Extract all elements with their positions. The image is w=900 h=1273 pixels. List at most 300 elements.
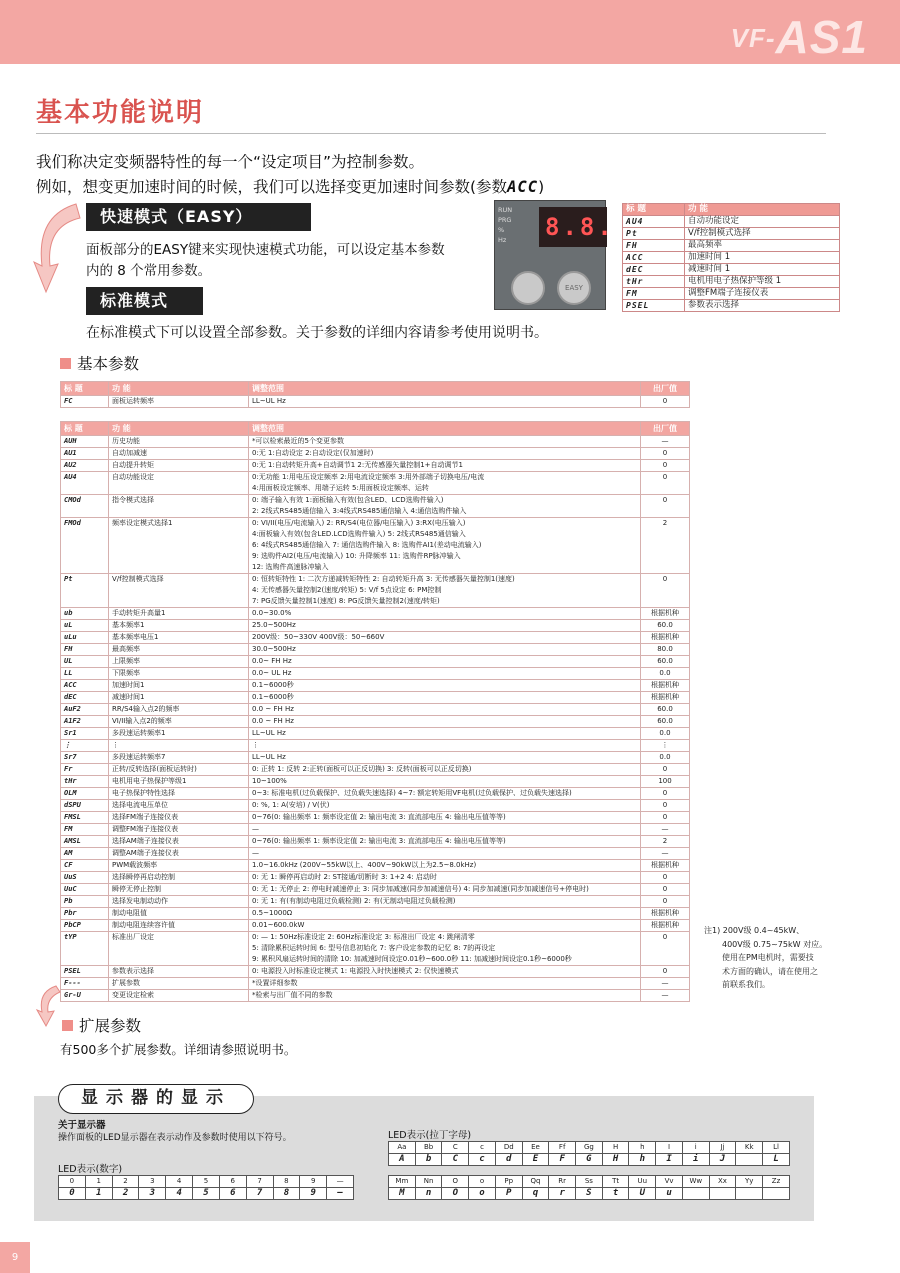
param-function: PWM载波频率 [109, 860, 249, 872]
param-function: 电机用电子热保护等级1 [109, 776, 249, 788]
title-rule [36, 133, 826, 134]
param-range [249, 776, 641, 788]
table-row [61, 884, 690, 896]
table-row [623, 252, 840, 264]
led-char-label: Ee [522, 1142, 549, 1154]
table-row [61, 495, 690, 518]
param-function: 电子热保护特性选择 [109, 788, 249, 800]
led-alpha-table-2 [388, 1175, 790, 1200]
param-range [249, 990, 641, 1002]
param-code: FM [623, 288, 685, 300]
led-char-glyph: o [469, 1188, 496, 1200]
range-line: 0.1~6000秒 [252, 693, 294, 701]
param-default: 80.0 [641, 644, 690, 656]
product-logo: VF-AS1 [730, 11, 868, 63]
param-function: 上限频率 [109, 656, 249, 668]
table-row [61, 518, 690, 574]
param-function: 自动加减速 [109, 448, 249, 460]
range-line: 0.0~30.0% [252, 609, 292, 617]
param-code: Pt [623, 228, 685, 240]
intro-text [36, 150, 544, 200]
range-line: LL~UL Hz [252, 729, 286, 737]
param-range [249, 518, 641, 574]
param-code: PSEL [61, 966, 109, 978]
param-code: ACC [623, 252, 685, 264]
led-char-label: Rr [549, 1176, 576, 1188]
param-default: 0 [641, 764, 690, 776]
param-range [249, 788, 641, 800]
param-code: tHr [61, 776, 109, 788]
led-number-table [58, 1175, 354, 1200]
param-range [249, 752, 641, 764]
param-default: — [641, 436, 690, 448]
range-line: 0:无 1:自动设定 2:自动设定(仅加速时) [252, 449, 374, 457]
param-default: 根据机种 [641, 908, 690, 920]
led-char-label: Xx [709, 1176, 736, 1188]
param-function: 减速时间 1 [685, 264, 840, 276]
range-line: *检索与出厂值不同的参数 [252, 991, 333, 999]
param-function: 选择AM端子连接仪表 [109, 836, 249, 848]
param-range [249, 884, 641, 896]
range-line: 4: 无传感器矢量控制2(速度/转矩) 5: V/f 5点设定 6: PM控制 [252, 586, 442, 594]
led-char-label: Gg [576, 1142, 603, 1154]
led-number-title: LED表示(数字) [58, 1164, 123, 1175]
standard-mode-label: 标准模式 [86, 287, 203, 315]
param-default: 100 [641, 776, 690, 788]
led-char-glyph: i [682, 1154, 709, 1166]
table-row [61, 472, 690, 495]
led-char-glyph: c [469, 1154, 496, 1166]
param-range [249, 978, 641, 990]
table-row [61, 978, 690, 990]
param-code: FMSL [61, 812, 109, 824]
range-line: 5: 清除累积运转时间 6: 型号信息初始化 7: 客户设定参数的记忆 8: 7的再设定 [252, 944, 496, 952]
param-range [249, 824, 641, 836]
table-row [61, 704, 690, 716]
led-char-label: o [469, 1176, 496, 1188]
param-code: Fr [61, 764, 109, 776]
table-row [623, 300, 840, 312]
led-char-glyph: O [442, 1188, 469, 1200]
param-range [249, 812, 641, 824]
param-range [249, 656, 641, 668]
led-char-label: 2 [112, 1176, 139, 1188]
table-row [61, 990, 690, 1002]
param-code: AU4 [61, 472, 109, 495]
param-code: F--- [61, 978, 109, 990]
led-char-label: 8 [273, 1176, 300, 1188]
led-char-label: Ll [763, 1142, 790, 1154]
easy-key: EASY [557, 271, 591, 305]
param-default: 根据机种 [641, 692, 690, 704]
param-range [249, 800, 641, 812]
param-function: 最高频率 [685, 240, 840, 252]
led-char-label: Uu [629, 1176, 656, 1188]
range-line: 9: 选购件AI2(电压/电流输入) 10: 升降频率 11: 选购件RP脉冲输入 [252, 552, 461, 560]
led-char-glyph: t [602, 1188, 629, 1200]
param-range [249, 728, 641, 740]
led-char-glyph: 2 [112, 1188, 139, 1200]
param-code: dSPU [61, 800, 109, 812]
page-title: 基本功能说明 [36, 98, 205, 128]
led-char-glyph: C [442, 1154, 469, 1166]
led-char-label: Yy [736, 1176, 763, 1188]
table-row [623, 216, 840, 228]
led-char-glyph: n [415, 1188, 442, 1200]
range-line: 0: 恒转矩特性 1: 二次方递减转矩特性 2: 自动转矩升高 3: 无传感器矢量控制1(速度) [252, 575, 515, 583]
led-char-glyph: r [549, 1188, 576, 1200]
table-row [61, 692, 690, 704]
standard-mode-desc: 在标准模式下可以设置全部参数。关于参数的详细内容请参考使用说明书。 [86, 325, 548, 341]
range-line: 0.01~600.0kW [252, 921, 305, 929]
param-function: 选择发电制动动作 [109, 896, 249, 908]
table-row [623, 240, 840, 252]
param-default: 0.0 [641, 668, 690, 680]
led-char-label: Mm [389, 1176, 416, 1188]
led-char-label: Tt [602, 1176, 629, 1188]
param-default: 0 [641, 448, 690, 460]
table-row [61, 620, 690, 632]
table-row [61, 896, 690, 908]
led-char-label: C [442, 1142, 469, 1154]
param-function: RR/S4输入点2的频率 [109, 704, 249, 716]
param-range [249, 932, 641, 966]
param-default: — [641, 824, 690, 836]
param-code: dEC [61, 692, 109, 704]
param-function: 下限频率 [109, 668, 249, 680]
param-range [249, 860, 641, 872]
param-default: 0 [641, 788, 690, 800]
param-range [249, 644, 641, 656]
param-default: 0 [641, 932, 690, 966]
led-char-glyph: J [709, 1154, 736, 1166]
acc-code: ACC [507, 178, 539, 196]
range-line: 7: PG反馈矢量控制1(速度) 8: PG反馈矢量控制2(速度/转矩) [252, 597, 440, 605]
range-line: 0.0 ~ FH Hz [252, 717, 294, 725]
led-char-glyph: 1 [85, 1188, 112, 1200]
param-default: 0 [641, 472, 690, 495]
led-char-glyph: S [576, 1188, 603, 1200]
led-char-label: I [656, 1142, 683, 1154]
led-char-glyph [682, 1188, 709, 1200]
led-char-glyph: I [656, 1154, 683, 1166]
table-row [61, 860, 690, 872]
param-code: tHr [623, 276, 685, 288]
display-section-title: 显示器的显示 [58, 1084, 254, 1114]
range-line: 6: 4线式RS485通信输入 7: 通信选购件输入 8: 选购件AI1(差动电流输入) [252, 541, 482, 549]
range-line: 0.0 ~ FH Hz [252, 705, 294, 713]
param-default: 根据机种 [641, 608, 690, 620]
led-char-glyph: P [495, 1188, 522, 1200]
param-function: 自动功能设定 [109, 472, 249, 495]
param-function: 选择瞬停再启动控制 [109, 872, 249, 884]
section-square-icon [62, 1020, 73, 1031]
param-function: 多段速运转频率1 [109, 728, 249, 740]
table-row [61, 716, 690, 728]
range-line: 1.0~16.0kHz (200V~55kW以上、400V~90kW以上为2.5~8.0kHz) [252, 861, 477, 869]
range-line: 25.0~500Hz [252, 621, 296, 629]
extended-params-desc: 有500多个扩展参数。详细请参照说明书。 [60, 1042, 297, 1057]
param-default: 0 [641, 896, 690, 908]
table-row [61, 608, 690, 620]
led-char-glyph: 9 [300, 1188, 327, 1200]
led-char-glyph: 3 [139, 1188, 166, 1200]
led-char-glyph: G [576, 1154, 603, 1166]
table-row [61, 740, 690, 752]
param-range [249, 740, 641, 752]
param-code: AM [61, 848, 109, 860]
range-line: 0: 正转 1: 反转 2:正转(面板可以正反切换) 3: 反转(面板可以正反切换) [252, 765, 472, 773]
table-row [623, 264, 840, 276]
led-char-label: Aa [389, 1142, 416, 1154]
param-function: 选择FM端子连接仪表 [109, 812, 249, 824]
table-row [61, 776, 690, 788]
page-number: 9 [0, 1242, 30, 1273]
led-char-glyph: U [629, 1188, 656, 1200]
table-row [61, 848, 690, 860]
param-function: 加速时间1 [109, 680, 249, 692]
led-char-glyph: L [763, 1154, 790, 1166]
param-function: 参数表示选择 [109, 966, 249, 978]
param-function: 制动电阻连续容许值 [109, 920, 249, 932]
range-line: 0: VI/II(电压/电流输入) 2: RR/S4(电位器/电压输入) 3:RX(电压输入) [252, 519, 466, 527]
param-function: 电机用电子热保护等级 1 [685, 276, 840, 288]
param-range [249, 668, 641, 680]
led-char-glyph: b [415, 1154, 442, 1166]
extended-arrow-icon [34, 982, 64, 1028]
easy-parameter-table: 标 题 功 能 AU4 自动功能设定 Pt V/f控制模式选择 FH 最高频率 ACC 加速时间 1 dEC 减速时间 1 tHr 电机用电子热保护等级 1 FM 调整FM端子连接仪表 PSEL 参数表示选择 [622, 203, 840, 312]
param-range [249, 920, 641, 932]
param-function: 调整FM端子连接仪表 [109, 824, 249, 836]
table-row: FC 面板运转频率 LL~UL Hz 0 [61, 396, 690, 408]
param-function: 调整AM端子连接仪表 [109, 848, 249, 860]
param-code: Pt [61, 574, 109, 608]
param-range [249, 460, 641, 472]
param-code: Pbr [61, 908, 109, 920]
led-char-glyph: 8 [273, 1188, 300, 1200]
table-row [61, 668, 690, 680]
led-char-label: Ww [682, 1176, 709, 1188]
param-code: AU2 [61, 460, 109, 472]
led-char-label: O [442, 1176, 469, 1188]
led-char-label: Qq [522, 1176, 549, 1188]
param-function: V/f控制模式选择 [109, 574, 249, 608]
param-function: 频率设定模式选择1 [109, 518, 249, 574]
param-default: 60.0 [641, 620, 690, 632]
led-char-glyph [736, 1188, 763, 1200]
intro-line-2: 例如，想变更加速时间的时候，我们可以选择变更加速时间参数(参数ACC) [36, 178, 545, 196]
led-char-label: H [602, 1142, 629, 1154]
led-char-label: 4 [166, 1176, 193, 1188]
range-line: 0.1~6000秒 [252, 681, 294, 689]
range-line: 0: 无 1: 瞬停再启动时 2: ST接通/切断时 3: 1+2 4: 启动时 [252, 873, 437, 881]
param-default: 根据机种 [641, 860, 690, 872]
led-char-label: Nn [415, 1176, 442, 1188]
led-char-glyph: M [389, 1188, 416, 1200]
led-char-label: 5 [193, 1176, 220, 1188]
led-char-glyph [709, 1188, 736, 1200]
param-function: 基本频率1 [109, 620, 249, 632]
control-panel-photo [494, 200, 615, 310]
range-line: 200V级：50~330V 400V级：50~660V [252, 633, 385, 641]
table-row [61, 932, 690, 966]
param-default: 0 [641, 812, 690, 824]
param-function: 多段速运转频率7 [109, 752, 249, 764]
range-line: 4:面板输入有效(包含LED.LCD选购件输入) 5: 2线式RS485通信输入 [252, 530, 466, 538]
led-char-glyph: 7 [246, 1188, 273, 1200]
easy-mode-desc: 面板部分的EASY键来实现快速模式功能，可以设定基本参数 内的 8 个常用参数。 [86, 242, 445, 279]
range-line: 0: 端子输入有效 1:面板输入有效(包含LED、LCD选购件输入) [252, 496, 444, 504]
range-line: 30.0~500Hz [252, 645, 296, 653]
param-default: 0 [641, 800, 690, 812]
param-function: 变更设定检索 [109, 990, 249, 1002]
table-row [623, 288, 840, 300]
param-code: ⋮ [61, 740, 109, 752]
param-function: 扩展参数 [109, 978, 249, 990]
range-line: *设置详细参数 [252, 979, 298, 987]
param-range [249, 704, 641, 716]
param-range [249, 680, 641, 692]
led-char-label: c [469, 1142, 496, 1154]
param-default: 0 [641, 460, 690, 472]
param-code: FM [61, 824, 109, 836]
display-about: 关于显示器 操作面板的LED显示器在表示动作及参数时使用以下符号。 [58, 1120, 292, 1143]
param-range [249, 908, 641, 920]
led-char-label: — [327, 1176, 354, 1188]
led-char-glyph: E [522, 1154, 549, 1166]
param-default: 0 [641, 574, 690, 608]
param-range [249, 574, 641, 608]
param-code: FH [623, 240, 685, 252]
table-row [61, 574, 690, 608]
table-row [61, 812, 690, 824]
param-range [249, 436, 641, 448]
param-code: UuC [61, 884, 109, 896]
param-default: 60.0 [641, 656, 690, 668]
param-default: 0 [641, 495, 690, 518]
led-char-label: Ff [549, 1142, 576, 1154]
led-char-label: Pp [495, 1176, 522, 1188]
param-code: ACC [61, 680, 109, 692]
led-char-label: 1 [85, 1176, 112, 1188]
table-row [61, 824, 690, 836]
param-function: 标准出厂设定 [109, 932, 249, 966]
table-row [61, 920, 690, 932]
param-code: AU1 [61, 448, 109, 460]
param-function: 选择电流电压单位 [109, 800, 249, 812]
led-char-glyph: 0 [59, 1188, 86, 1200]
param-function: 减速时间1 [109, 692, 249, 704]
param-range [249, 620, 641, 632]
range-line: 9: 累积风扇运转时间的清除 10: 加减速时间设定0.01秒~600.0秒 11: 加减速时间设定0.1秒~6000秒 [252, 955, 572, 963]
param-default: 2 [641, 518, 690, 574]
param-range [249, 966, 641, 978]
param-function: 历史功能 [109, 436, 249, 448]
param-range [249, 632, 641, 644]
table-row [61, 908, 690, 920]
table-row [61, 680, 690, 692]
table-row [61, 460, 690, 472]
param-default: 60.0 [641, 716, 690, 728]
param-code: tYP [61, 932, 109, 966]
range-line: 0.0~ UL Hz [252, 669, 292, 677]
param-range [249, 495, 641, 518]
range-line: 0.0~ FH Hz [252, 657, 292, 665]
param-range [249, 848, 641, 860]
range-line: 0: — 1: 50Hz标准设定 2: 60Hz标准设定 3: 标准出厂设定 4: 跳闸清零 [252, 933, 475, 941]
param-default: — [641, 978, 690, 990]
table-row [61, 632, 690, 644]
param-range [249, 896, 641, 908]
led-char-glyph: H [602, 1154, 629, 1166]
param-code: uLu [61, 632, 109, 644]
range-line: — [252, 825, 259, 833]
param-code: dEC [623, 264, 685, 276]
table-row [61, 788, 690, 800]
param-function: 瞬停无停止控制 [109, 884, 249, 896]
basic-parameter-table: 标 题 功 能 调整范围 出厂值 AUH 历史功能 *可以检索最近的5个变更参数 — AU1 自动加减速 0:无 1:自动设定 2:自动设定(仅加速时) 0 AU2 自动提升转矩 0:无 1:自动转矩升高+自动调节1 2:无传感器矢量控制1+自动调节1 0 AU4 自动功能设定 0:无功能 1:用电压设定频率 2:用电流设定频率 3:用外部端子切换电压/电流 4:用面板设定频率、用端子运转 5:用面板设定频率、运转 0 CMOd 指令模式选择 0: 端子输入有效 1:面板输入有效(包含LED、LCD选购件输入) 2: 2线式RS485通信输入 3:4线式RS485通信输入 4:通信选购件输入 0 FMOd 频率设定模式选择1 0: VI/II(电压/电流输入) 2: RR/S4(电位器/电压输入) 3:RX(电压输入) 4:面板输入有效(包含LED.LCD选购件输入) 5: 2线式RS485通信输入 6: 4线式RS485通信输入 7: 通信选购件输入 8: 选购件AI1(差动电流输入) 9: 选购件AI2(电压/电流输入) 10: 升降频率 11: 选购件RP脉冲输入 12: 选购件高速脉冲输入 2 Pt V/f控制模式选择 0: 恒转矩特性 1: 二次方递减转矩特性 2: 自动转矩升高 3: 无传感器矢量控制1(速度) 4: 无传感器矢量控制2(速度/转矩) 5: V/f 5点设定 6: PM控制 7: PG反馈矢量控制1(速度) 8: PG反馈矢量控制2(速度/转矩) 0 ub 手动转矩升高量1 0.0~30.0% 根据机种 uL 基本频率1 25.0~500Hz 60.0 uLu 基本频率电压1 200V级：50~330V 400V级：50~660V 根据机种 FH 最高频率 30.0~500Hz 80.0 UL 上限频率 0.0~ FH Hz 60.0 LL 下限频率 0.0~ UL Hz 0.0 ACC 加速时间1 0.1~6000秒 根据机种 dEC 减速时间1 0.1~6000秒 根据机种 AuF2 RR/S4输入点2的频率 0.0 ~ FH Hz 60.0 A1F2 VI/II输入点2的频率 0.0 ~ FH Hz 60.0 Sr1 多段速运转频率1 LL~UL Hz 0.0 ⋮ ⋮ ⋮ ⋮ Sr7 多段速运转频率7 LL~UL Hz 0.0 Fr 正转/反转选择(面板运转时) 0: 正转 1: 反转 2:正转(面板可以正反切换) 3: 反转(面板可以正反切换) 0 tHr 电机用电子热保护等级1 10~100% 100 OLM 电子热保护特性选择 0~3: 标准电机(过负载保护、过负载失速选择) 4~7: 额定转矩用VF电机(过负载保护、过负载失速选择) 0 dSPU 选择电流电压单位 0: %, 1: A(安培) / V(伏) 0 FMSL 选择FM端子连接仪表 0~76(0: 输出频率 1: 频率设定值 2: 输出电流 3: 直流部电压 4: 输出电压值等等) 0 FM 调整FM端子连接仪表 — — AMSL 选择AM端子连接仪表 0~76(0: 输出频率 1: 频率设定值 2: 输出电流 3: 直流部电压 4: 输出电压值等等) 2 AM 调整AM端子连接仪表 — — CF PWM载波频率 1.0~16.0kHz (200V~55kW以上、400V~90kW以上为2.5~8.0kHz) 根据机种 UuS 选择瞬停再启动控制 0: 无 1: 瞬停再启动时 2: ST接通/切断时 3: 1+2 4: 启动时 0 UuC 瞬停无停止控制 0: 无 1: 无停止 2: 停电时减速停止 3: 同步加减速(同步加减速信号) 4: 同步加减速(同步加减速信号+停电时) 0 Pb 选择发电制动动作 0: 无 1: 有(有制动电阻过负载检测) 2: 有(无制动电阻过负载检测) 0 Pbr 制动电阻值 0.5~1000Ω 根据机种 PbCP 制动电阻连续容许值 0.01~600.0kW 根据机种 tYP 标准出厂设定 0: — 1: 50Hz标准设定 2: 60Hz标准设定 3: 标准出厂设定 4: 跳闸清零 5: 清除累积运转时间 6: 型号信息初始化 7: 客户设定参数的记忆 8: 7的再设定 9: 累积风扇运转时间的清除 10: 加减速时间设定0.01秒~600.0秒 11: 加减速时间设定0.1秒~6000秒 0 PSEL 参数表示选择 0: 电源投入时标准设定模式 1: 电源投入时快速模式 2: 仅快速模式 0 F--- 扩展参数 *设置详细参数 — Gr-U 变更设定检索 *检索与出厂值不同的参数 — [60, 421, 690, 1002]
param-function: 制动电阻值 [109, 908, 249, 920]
extended-params-heading: 扩展参数 [62, 1014, 141, 1036]
param-code: Sr7 [61, 752, 109, 764]
led-char-label: Dd [495, 1142, 522, 1154]
range-line: 2: 2线式RS485通信输入 3:4线式RS485通信输入 4:通信选购件输入 [252, 507, 467, 515]
param-default: 60.0 [641, 704, 690, 716]
param-default: 0 [641, 884, 690, 896]
param-range [249, 448, 641, 460]
param-default: — [641, 848, 690, 860]
led-char-glyph: 6 [219, 1188, 246, 1200]
table-row [61, 436, 690, 448]
param-code: PSEL [623, 300, 685, 312]
led-char-glyph: h [629, 1154, 656, 1166]
param-range [249, 716, 641, 728]
param-function: 指令模式选择 [109, 495, 249, 518]
param-range [249, 836, 641, 848]
param-default: 0.0 [641, 752, 690, 764]
led-char-glyph: F [549, 1154, 576, 1166]
led-char-glyph: u [656, 1188, 683, 1200]
intro-line-1: 我们称决定变频器特性的每一个“设定项目”为控制参数。 [36, 153, 425, 171]
range-line: LL~UL Hz [252, 753, 286, 761]
led-char-label: Vv [656, 1176, 683, 1188]
param-code: AuF2 [61, 704, 109, 716]
led-char-glyph: 4 [166, 1188, 193, 1200]
range-line: *可以检索最近的5个变更参数 [252, 437, 344, 445]
param-default: — [641, 990, 690, 1002]
param-code: Gr-U [61, 990, 109, 1002]
table-row [61, 836, 690, 848]
param-function: VI/II输入点2的频率 [109, 716, 249, 728]
range-line: 0:无功能 1:用电压设定频率 2:用电流设定频率 3:用外部端子切换电压/电流 [252, 473, 485, 481]
param-code: A1F2 [61, 716, 109, 728]
led-char-glyph: — [327, 1188, 354, 1200]
param-code: uL [61, 620, 109, 632]
table-row [623, 276, 840, 288]
fc-parameter-table: 标 题 功 能 调整范围 出厂值 FC 面板运转频率 LL~UL Hz 0 [60, 381, 690, 408]
param-default: 根据机种 [641, 680, 690, 692]
led-char-glyph [736, 1154, 763, 1166]
param-function: 参数表示选择 [685, 300, 840, 312]
param-code: CMOd [61, 495, 109, 518]
panel-indicator-labels: RUN PRG % Hz [498, 206, 513, 244]
table-row [61, 872, 690, 884]
param-code: PbCP [61, 920, 109, 932]
range-line: — [252, 849, 259, 857]
range-line: 0~3: 标准电机(过负载保护、过负载失速选择) 4~7: 额定转矩用VF电机(过负载保护、过负载失速选择) [252, 789, 572, 797]
led-char-glyph: 5 [193, 1188, 220, 1200]
easy-mode-label: 快速模式（EASY） [86, 203, 311, 231]
